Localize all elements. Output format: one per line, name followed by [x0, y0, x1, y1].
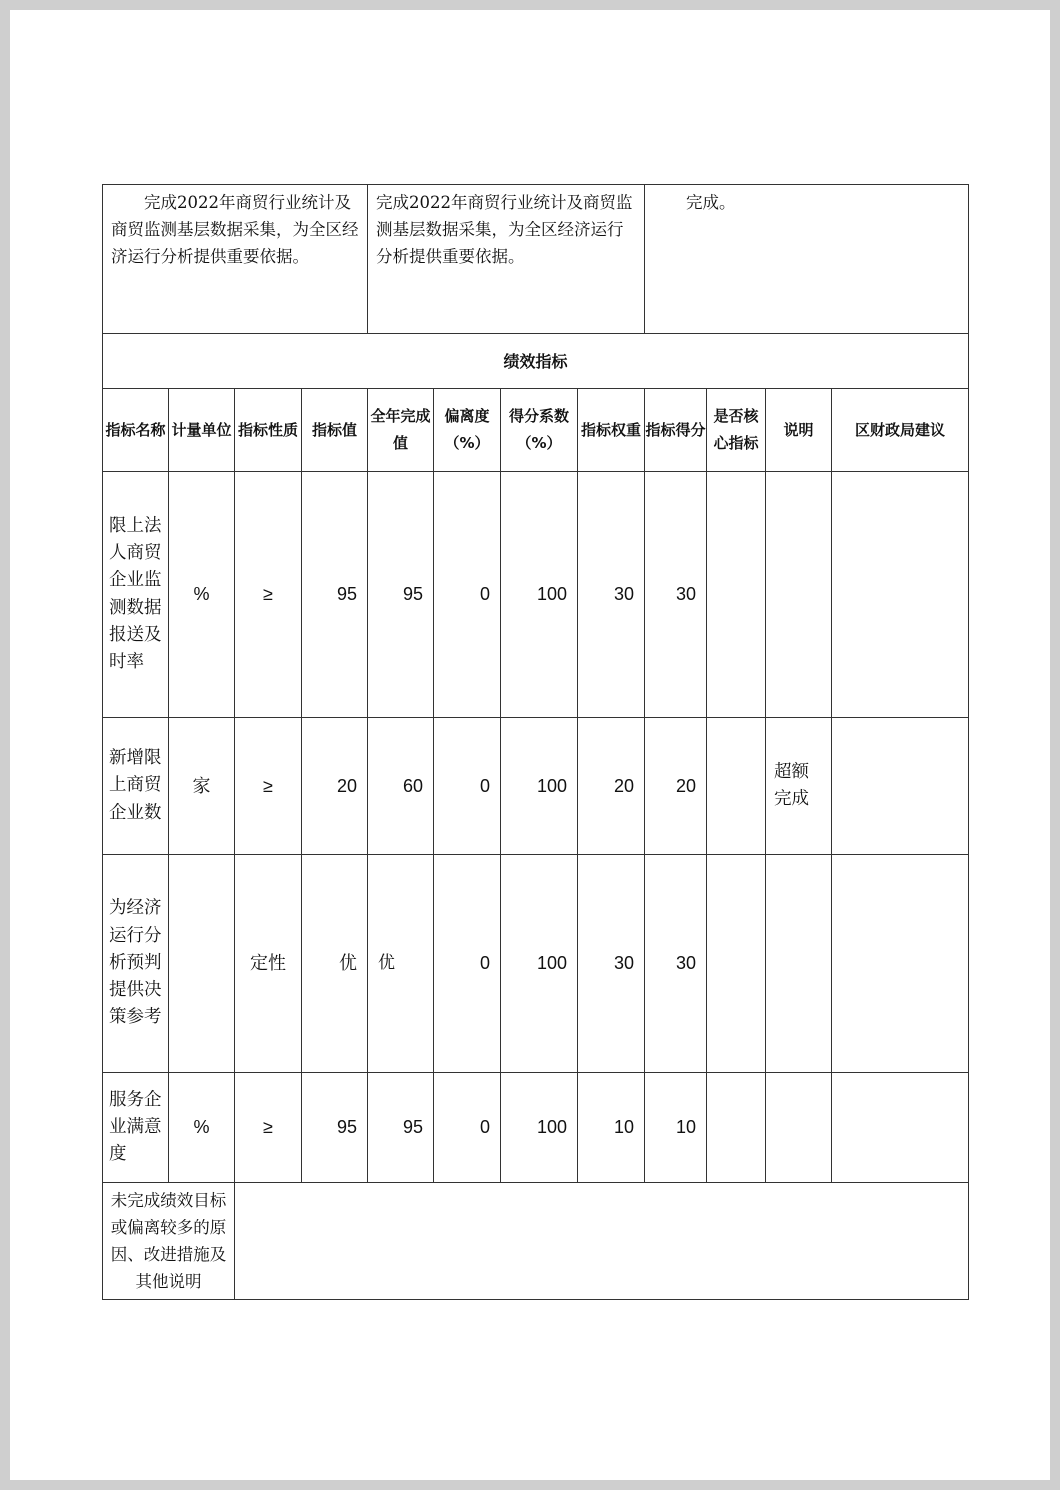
target-value: 95 [302, 472, 368, 718]
document-page [10, 10, 1050, 1480]
score-coefficient: 100 [501, 855, 578, 1073]
deviation: 0 [434, 472, 501, 718]
core-indicator [707, 718, 766, 855]
indicator-name: 为经济运行分析预判提供决策参考 [103, 855, 169, 1073]
section-title: 绩效指标 [103, 334, 969, 389]
nature: 定性 [235, 855, 302, 1073]
header-explanation: 说明 [766, 389, 832, 472]
section-title-row [103, 334, 969, 389]
unit: % [169, 472, 235, 718]
deviation: 0 [434, 718, 501, 855]
header-core-indicator: 是否核心指标 [707, 389, 766, 472]
performance-table [102, 184, 969, 1300]
header-target-value: 指标值 [302, 389, 368, 472]
indicator-name: 新增限上商贸企业数 [103, 718, 169, 855]
score: 20 [645, 718, 707, 855]
target-value: 优 [302, 855, 368, 1073]
nature: ≥ [235, 718, 302, 855]
table-row [103, 855, 969, 1073]
unit [169, 855, 235, 1073]
weight: 30 [578, 472, 645, 718]
score: 30 [645, 472, 707, 718]
annual-value: 优 [368, 855, 434, 1073]
header-score-coefficient: 得分系数（%） [501, 389, 578, 472]
target-row [103, 185, 969, 334]
explanation [766, 855, 832, 1073]
bureau-suggestion [832, 855, 969, 1073]
nature: ≥ [235, 1073, 302, 1183]
table-row [103, 472, 969, 718]
annual-target-cell: 完成2022年商贸行业统计及商贸监测基层数据采集，为全区经济运行分析提供重要依据。 [103, 185, 368, 334]
target-value: 95 [302, 1073, 368, 1183]
score-coefficient: 100 [501, 1073, 578, 1183]
header-row [103, 389, 969, 472]
bureau-suggestion [832, 718, 969, 855]
table-row [103, 1073, 969, 1183]
unit: 家 [169, 718, 235, 855]
header-indicator-name: 指标名称 [103, 389, 169, 472]
explanation [766, 1073, 832, 1183]
indicator-name: 服务企业满意度 [103, 1073, 169, 1183]
deviation: 0 [434, 855, 501, 1073]
explanation: 超额完成 [766, 718, 832, 855]
nature: ≥ [235, 472, 302, 718]
core-indicator [707, 855, 766, 1073]
header-bureau-suggestion: 区财政局建议 [832, 389, 969, 472]
bureau-suggestion [832, 1073, 969, 1183]
annual-value: 95 [368, 1073, 434, 1183]
score: 10 [645, 1073, 707, 1183]
score-coefficient: 100 [501, 718, 578, 855]
footer-content [235, 1183, 969, 1300]
annual-value: 95 [368, 472, 434, 718]
actual-completion-cell: 完成2022年商贸行业统计及商贸监测基层数据采集，为全区经济运行分析提供重要依据。 [368, 185, 645, 334]
completion-status-cell: 完成。 [645, 185, 969, 334]
weight: 10 [578, 1073, 645, 1183]
score-coefficient: 100 [501, 472, 578, 718]
unit: % [169, 1073, 235, 1183]
bureau-suggestion [832, 472, 969, 718]
header-score: 指标得分 [645, 389, 707, 472]
header-deviation: 偏离度（%） [434, 389, 501, 472]
indicator-name: 限上法人商贸企业监测数据报送及时率 [103, 472, 169, 718]
deviation: 0 [434, 1073, 501, 1183]
table-row [103, 718, 969, 855]
weight: 20 [578, 718, 645, 855]
header-unit: 计量单位 [169, 389, 235, 472]
score: 30 [645, 855, 707, 1073]
core-indicator [707, 1073, 766, 1183]
header-annual-value: 全年完成值 [368, 389, 434, 472]
target-value: 20 [302, 718, 368, 855]
explanation [766, 472, 832, 718]
core-indicator [707, 472, 766, 718]
footer-row [103, 1183, 969, 1300]
weight: 30 [578, 855, 645, 1073]
header-nature: 指标性质 [235, 389, 302, 472]
footer-label: 未完成绩效目标或偏离较多的原因、改进措施及其他说明 [103, 1183, 235, 1300]
header-weight: 指标权重 [578, 389, 645, 472]
annual-value: 60 [368, 718, 434, 855]
